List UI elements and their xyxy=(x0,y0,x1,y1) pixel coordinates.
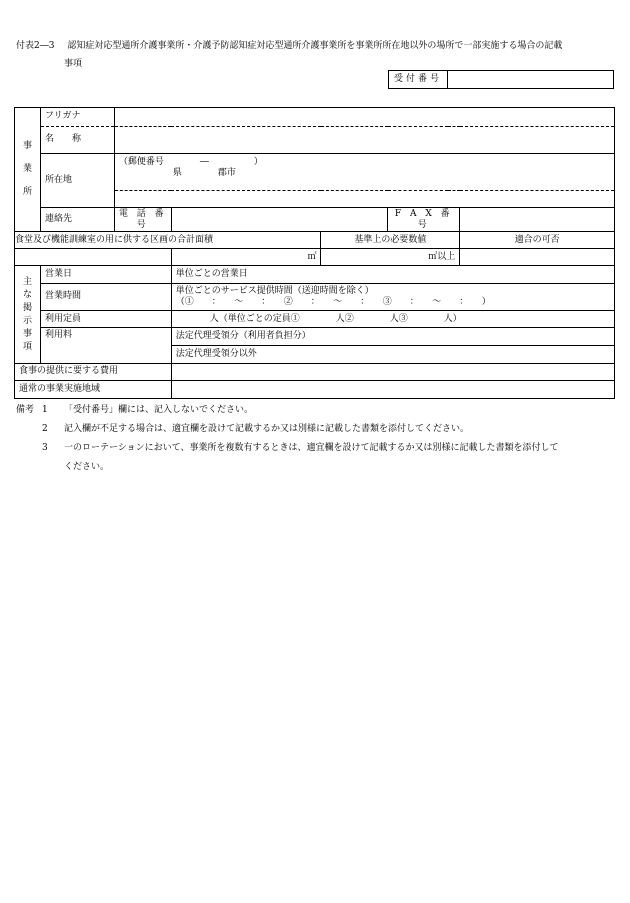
area-blank xyxy=(15,248,172,266)
furigana-input[interactable] xyxy=(114,108,614,127)
fax-input[interactable] xyxy=(460,208,615,232)
note-number: 3 xyxy=(42,443,48,453)
note-text: 一のローテーションにおいて、事業所を複数有するときは、適宜欄を設けて記載するか又は別様に記載した書類を添付して xyxy=(64,443,559,453)
office-name-input[interactable] xyxy=(114,126,614,153)
phone-label: 電 話 番 号 xyxy=(114,208,171,232)
note-number: 1 xyxy=(42,405,48,415)
meal-cost-label: 食事の提供に要する費用 xyxy=(15,363,172,381)
form-number: 付表2―3 xyxy=(16,41,55,51)
postal-code-line: （郵便番号 ― ） xyxy=(118,156,263,167)
business-days-input[interactable]: 単位ごとの営業日 xyxy=(171,266,614,284)
note-text: 記入欄が不足する場合は、適宜欄を設けて記載するか又は別様に記載した書類を添付してください。 xyxy=(64,424,470,434)
hours-line2: （① ： ～ ： ② ： ～ ： ③ ： ～ ： ） xyxy=(175,296,491,307)
hours-label: 営業時間 xyxy=(40,283,171,310)
service-area-input[interactable] xyxy=(171,381,614,399)
capacity-label: 利用定員 xyxy=(40,310,171,328)
notes-header: 備考 xyxy=(16,405,35,415)
hours-input[interactable] xyxy=(171,283,614,310)
phone-input[interactable] xyxy=(171,208,388,232)
form-title-line1: 認知症対応型通所介護事業所・介護予防認知症対応型通所介護事業所を事業所所在地以外の場所で一部実施する場合の記載 xyxy=(67,41,563,51)
capacity-input[interactable]: 人（単位ごとの定員① 人② 人③ 人） xyxy=(171,310,614,328)
reception-number-table xyxy=(388,70,614,89)
service-area-label: 通常の事業実施地域 xyxy=(15,381,172,399)
fax-label: F A X 番 号 xyxy=(388,208,460,232)
application-form-table xyxy=(14,107,615,399)
area-label: 食堂及び機能訓練室の用に供する区画の合計面積 xyxy=(15,232,321,249)
fee-label: 利用料 xyxy=(40,328,171,363)
form-title-line2: 事項 xyxy=(64,59,83,69)
compliance-label: 適合の可否 xyxy=(460,232,615,249)
required-value-label: 基準上の必要数値 xyxy=(321,232,460,249)
meal-cost-input[interactable] xyxy=(171,363,614,381)
contact-label: 連絡先 xyxy=(40,208,114,232)
business-days-label: 営業日 xyxy=(40,266,171,284)
required-value-input[interactable]: ㎡以上 xyxy=(321,248,460,266)
prefecture-line: 県 郡市 xyxy=(172,167,236,178)
furigana-label: フリガナ xyxy=(40,108,114,127)
hours-line1: 単位ごとのサービス提供時間（送迎時間を除く） xyxy=(175,285,374,296)
reception-number-label: 受付番号 xyxy=(389,71,448,89)
address-input-extra[interactable] xyxy=(114,190,614,208)
note-continuation: ください。 xyxy=(64,462,110,472)
note-number: 2 xyxy=(42,424,48,434)
form-title xyxy=(16,37,616,73)
office-name-label: 名 称 xyxy=(40,126,114,153)
office-section-label: 事 業 所 xyxy=(15,108,41,232)
fee-uncovered-input[interactable]: 法定代理受領分以外 xyxy=(171,346,614,364)
note-text: 「受付番号」欄には、記入しないでください。 xyxy=(64,405,254,415)
address-label: 所在地 xyxy=(40,153,114,208)
fee-covered-input[interactable]: 法定代理受領分（利用者負担分） xyxy=(171,328,614,346)
notes-section xyxy=(16,401,616,477)
compliance-input[interactable] xyxy=(460,248,615,266)
area-input[interactable]: ㎡ xyxy=(171,248,321,266)
reception-number-field[interactable] xyxy=(448,71,614,89)
address-input[interactable] xyxy=(114,153,614,190)
main-items-section-label: 主 な 掲 示 事 項 xyxy=(15,266,41,363)
